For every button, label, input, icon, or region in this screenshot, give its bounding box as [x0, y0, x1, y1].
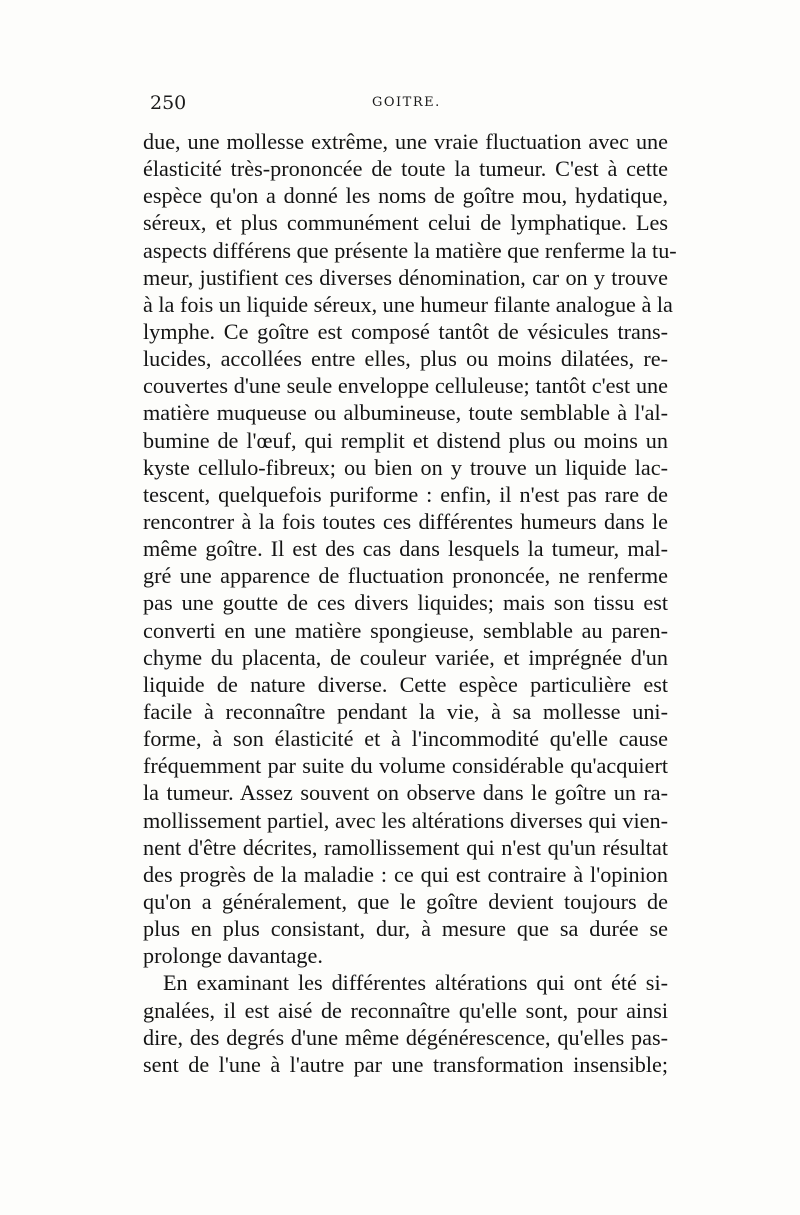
text-line: des progrès de la maladie : ce qui est contraire à l'opinion — [143, 861, 668, 887]
text-line: kyste cellulo-fibreux; ou bien on y trouve un liquide lac- — [143, 454, 668, 480]
text-line: plus en plus consistant, dur, à mesure que sa durée se — [143, 916, 668, 942]
text-line: forme, à son élasticité et à l'incommodité qu'elle cause — [143, 726, 668, 752]
text-line: sent de l'une à l'autre par une transformation insensible; — [143, 1051, 668, 1077]
paragraph-1 — [143, 128, 677, 969]
running-title: GOITRE. — [372, 95, 441, 110]
text-line: rencontrer à la fois toutes ces différentes humeurs dans le — [143, 508, 668, 534]
text-line: prolonge davantage. — [143, 943, 323, 969]
text-line: couvertes d'une seule enveloppe celluleuse; tantôt c'est une — [143, 373, 668, 399]
body-text — [143, 128, 677, 1078]
text-line: fréquemment par suite du volume considérable qu'acquiert — [143, 753, 668, 779]
text-line: lymphe. Ce goître est composé tantôt de vésicules trans- — [143, 318, 668, 344]
text-line: espèce qu'on a donné les noms de goître mou, hydatique, — [143, 183, 668, 209]
text-line: tescent, quelquefois puriforme : enfin, il n'est pas rare de — [143, 481, 668, 507]
text-line: même goître. Il est des cas dans lesquels la tumeur, mal- — [143, 536, 668, 562]
text-line: à la fois un liquide séreux, une humeur filante analogue à la — [143, 291, 673, 317]
text-line: mollissement partiel, avec les altérations diverses qui vien- — [143, 807, 668, 833]
text-line: aspects différens que présente la matière que renferme la tu- — [143, 237, 677, 263]
text-line: pas une goutte de ces divers liquides; mais son tissu est — [143, 590, 668, 616]
running-head — [150, 92, 670, 114]
text-line: matière muqueuse ou albumineuse, toute semblable à l'al- — [143, 400, 668, 426]
text-line: bumine de l'œuf, qui remplit et distend plus ou moins un — [143, 427, 668, 453]
text-line: élasticité très-prononcée de toute la tumeur. C'est à cette — [143, 156, 668, 182]
text-line: dire, des degrés d'une même dégénérescence, qu'elles pas- — [143, 1024, 668, 1050]
text-line: En examinant les différentes altérations qui ont été si- — [163, 970, 668, 996]
text-line: gnalées, il est aisé de reconnaître qu'elle sont, pour ainsi — [143, 997, 668, 1023]
text-line: liquide de nature diverse. Cette espèce particulière est — [143, 671, 668, 697]
text-line: converti en une matière spongieuse, semblable au paren- — [143, 617, 668, 643]
text-line: lucides, accollées entre elles, plus ou moins dilatées, re- — [143, 346, 668, 372]
text-line: gré une apparence de fluctuation prononcée, ne renferme — [143, 563, 668, 589]
text-line: facile à reconnaître pendant la vie, à sa mollesse uni- — [143, 698, 668, 724]
text-line: séreux, et plus communément celui de lymphatique. Les — [143, 210, 668, 236]
text-line: la tumeur. Assez souvent on observe dans le goître un ra- — [143, 780, 668, 806]
text-line: meur, justifient ces diverses dénomination, car on y trouve — [143, 264, 668, 290]
text-line: due, une mollesse extrême, une vraie fluctuation avec une — [143, 129, 668, 154]
text-line: qu'on a généralement, que le goître devient toujours de — [143, 888, 668, 914]
text-line: chyme du placenta, de couleur variée, et imprégnée d'un — [143, 644, 668, 670]
text-line: nent d'être décrites, ramollissement qui n'est qu'un résultat — [143, 834, 668, 860]
paragraph-2 — [143, 969, 668, 1078]
page-number: 250 — [150, 92, 187, 114]
